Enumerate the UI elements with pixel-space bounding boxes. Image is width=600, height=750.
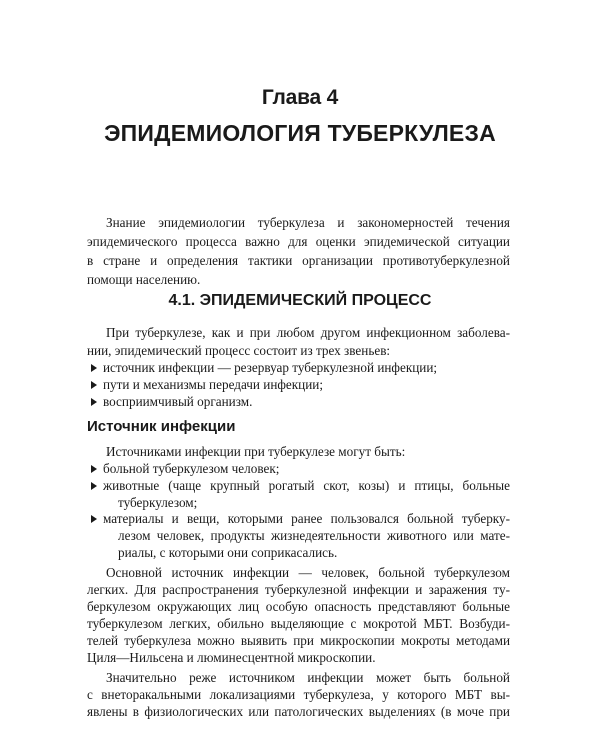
triangle-bullet-icon (91, 364, 97, 372)
intro-line: эпидемического процесса важно для оценки эпидемической ситуации (87, 234, 510, 249)
list-item: больной туберкулезом человек; (103, 461, 280, 476)
subsection-heading: Источник инфекции (87, 418, 236, 435)
paragraph-line: туберкулезом легких, обильно выделяющие с мокротой МБТ. Возбуди- (87, 616, 510, 631)
intro-line: Знание эпидемиологии туберкулеза и закономерностей течения (106, 215, 510, 230)
paragraph-line: телей туберкулеза можно выявить при микроскопии мокроты методами (87, 633, 510, 648)
paragraph-line: беркулезом окружающих лиц особую опасность представляют больные (87, 599, 510, 614)
intro-line: помощи населению. (87, 272, 201, 287)
paragraph-line: Значительно реже источником инфекции может быть больной (106, 670, 510, 685)
paragraph-line: Основной источник инфекции — человек, больной туберкулезом (106, 565, 510, 580)
section-lead-line: При туберкулезе, как и при любом другом инфекционном заболева- (106, 325, 510, 340)
list-item: животные (чаще крупный рогатый скот, козы) и птицы, больные (103, 478, 510, 493)
paragraph-line: явлены в физиологических или патологических выделениях (в моче при (87, 704, 510, 719)
chapter-title: ЭПИДЕМИОЛОГИЯ ТУБЕРКУЛЕЗА (104, 120, 496, 146)
list-item: источник инфекции — резервуар туберкулезной инфекции; (103, 360, 438, 375)
list-item: восприимчивый организм. (103, 394, 253, 409)
triangle-bullet-icon (91, 465, 97, 473)
list-item: пути и механизмы передачи инфекции; (103, 377, 324, 392)
list-item: материалы и вещи, которыми ранее пользовался больной туберку- (103, 511, 510, 526)
section-lead-line: нии, эпидемический процесс состоит из трех звеньев: (87, 343, 391, 358)
triangle-bullet-icon (91, 515, 97, 523)
subsection-lead: Источниками инфекции при туберкулезе могут быть: (106, 444, 406, 459)
triangle-bullet-icon (91, 381, 97, 389)
paragraph-line: с внеторакальными локализациями туберкулеза, у которого МБТ вы- (87, 687, 510, 702)
list-item-continuation: туберкулезом; (118, 495, 198, 510)
list-item-continuation: лезом человек, продукты жизнедеятельности животного или мате- (118, 528, 510, 543)
list-item-continuation: риалы, с которыми они соприкасались. (118, 545, 338, 560)
intro-line: в стране и определения тактики организации противотуберкулезной (87, 253, 510, 268)
section-title: 4.1. ЭПИДЕМИЧЕСКИЙ ПРОЦЕСС (168, 292, 432, 309)
triangle-bullet-icon (91, 398, 97, 406)
paragraph-line: легких. Для распространения туберкулезной инфекции и заражения ту- (87, 582, 510, 597)
paragraph-line: Циля—Нильсена и люминесцентной микроскопии. (87, 650, 376, 665)
triangle-bullet-icon (91, 482, 97, 490)
chapter-label: Глава 4 (261, 86, 339, 109)
